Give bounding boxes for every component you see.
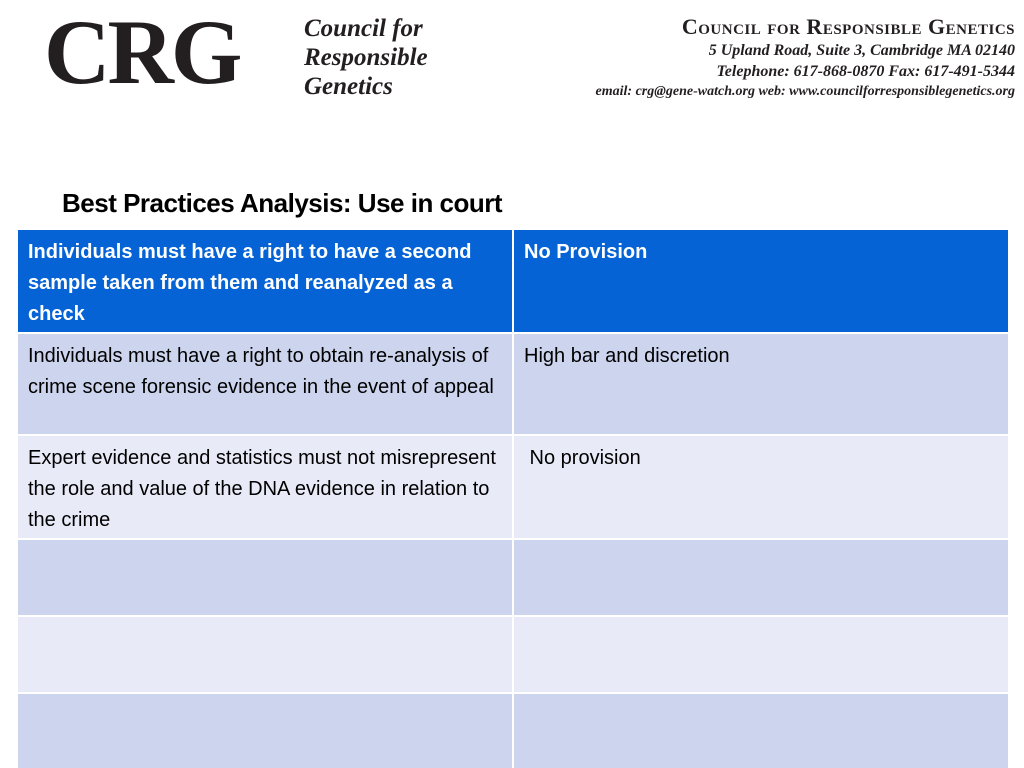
table-header-cell: Individuals must have a right to have a second sample taken from them and reanalyzed as a check (17, 229, 513, 333)
logo-name (304, 14, 428, 101)
analysis-table (16, 228, 1010, 768)
table-cell: No provision (513, 435, 1009, 539)
table-cell (17, 616, 513, 693)
table-header-cell: No Provision (513, 229, 1009, 333)
table-row (17, 616, 1009, 693)
table-cell: Individuals must have a right to obtain re-analysis of crime scene forensic evidence in the event of appeal (17, 333, 513, 435)
contact-block (495, 14, 1015, 102)
crg-logo: CRG (44, 1, 240, 103)
table-cell (513, 693, 1009, 768)
logo-name-line: Responsible (304, 44, 428, 71)
table-cell (17, 539, 513, 616)
logo-name-line: Council for (304, 15, 423, 42)
table-cell: Expert evidence and statistics must not misrepresent the role and value of the DNA evidence in relation to the crime (17, 435, 513, 539)
org-name: Council for Responsible Genetics (681, 14, 1015, 39)
address: 5 Upland Road, Suite 3, Cambridge MA 02140 (708, 42, 1015, 59)
table-cell: High bar and discretion (513, 333, 1009, 435)
table-row (17, 693, 1009, 768)
table-row (17, 333, 1009, 435)
table-row (17, 435, 1009, 539)
email-web: email: crg@gene-watch.org web: www.councilforresponsiblegenetics.org (595, 84, 1015, 99)
table-row (17, 539, 1009, 616)
logo-name-line: Genetics (304, 73, 393, 100)
phone-fax: Telephone: 617-868-0870 Fax: 617-491-5344 (716, 63, 1015, 80)
table-header-row (17, 229, 1009, 333)
table-cell (513, 539, 1009, 616)
table-cell (513, 616, 1009, 693)
slide-title: Best Practices Analysis: Use in court (62, 188, 503, 218)
table-cell (17, 693, 513, 768)
